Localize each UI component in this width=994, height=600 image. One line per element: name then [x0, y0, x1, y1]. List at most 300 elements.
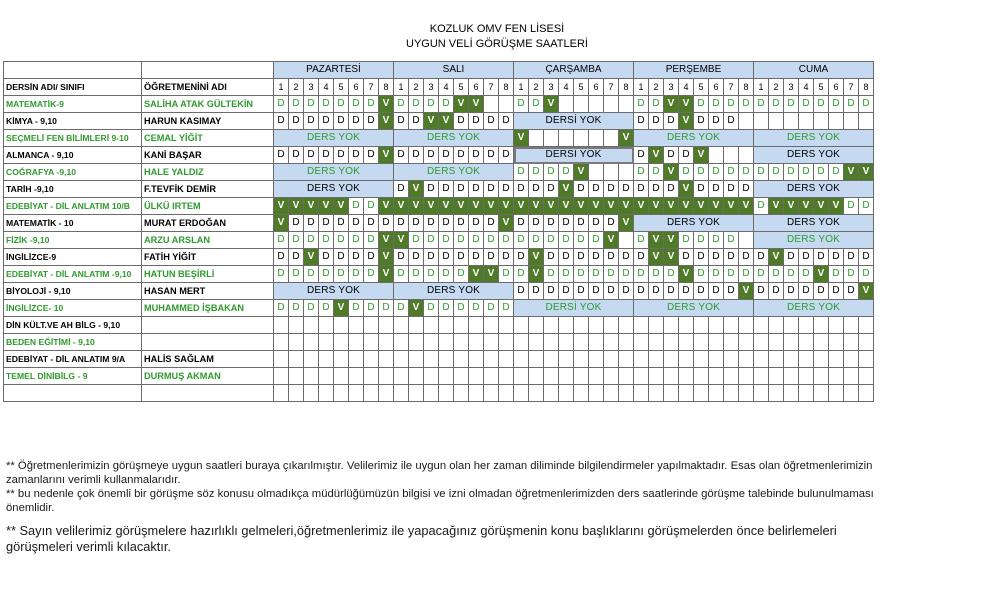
lesson-slot: D — [634, 147, 649, 164]
lesson-slot: D — [574, 249, 589, 266]
subject-cell: FİZİK -9,10 — [4, 232, 142, 249]
empty-slot — [499, 96, 514, 113]
available-slot: V — [274, 198, 289, 215]
lesson-slot: D — [709, 164, 724, 181]
lesson-slot: D — [499, 300, 514, 317]
lesson-slot: D — [844, 96, 859, 113]
lesson-slot: D — [439, 147, 454, 164]
subject-cell: BİYOLOJİ - 9,10 — [4, 283, 142, 300]
empty-slot — [559, 130, 574, 147]
empty-slot — [724, 334, 739, 351]
empty-slot — [484, 368, 499, 385]
empty-slot — [634, 334, 649, 351]
available-slot: V — [514, 198, 529, 215]
lesson-slot: D — [694, 113, 709, 130]
empty-slot — [559, 317, 574, 334]
empty-slot — [484, 351, 499, 368]
empty-slot — [739, 385, 754, 402]
empty-slot — [424, 368, 439, 385]
teacher-cell: ARZU ARSLAN — [142, 232, 274, 249]
empty-slot — [724, 351, 739, 368]
lesson-slot: D — [334, 147, 349, 164]
empty-slot — [529, 351, 544, 368]
table-row — [4, 164, 874, 181]
lesson-slot: D — [499, 266, 514, 283]
empty-slot — [469, 317, 484, 334]
empty-slot — [334, 334, 349, 351]
lesson-slot: D — [304, 215, 319, 232]
empty-slot — [469, 385, 484, 402]
empty-slot — [859, 385, 874, 402]
available-slot: V — [529, 198, 544, 215]
lesson-slot: D — [649, 113, 664, 130]
lesson-slot: D — [289, 266, 304, 283]
day-header: PERŞEMBE — [634, 62, 754, 79]
period-number: 7 — [724, 79, 739, 96]
available-slot: V — [664, 198, 679, 215]
empty-slot — [724, 317, 739, 334]
empty-slot — [319, 351, 334, 368]
period-number: 8 — [379, 79, 394, 96]
empty-slot — [514, 368, 529, 385]
available-slot: V — [649, 147, 664, 164]
lesson-slot: D — [364, 232, 379, 249]
lesson-slot: D — [394, 300, 409, 317]
available-slot: V — [544, 96, 559, 113]
lesson-slot: D — [529, 96, 544, 113]
lesson-slot: D — [814, 283, 829, 300]
table-row — [4, 334, 874, 351]
table-row — [4, 147, 874, 164]
no-class-cell: DERS YOK — [274, 283, 394, 300]
period-number: 1 — [754, 79, 769, 96]
lesson-slot: D — [709, 249, 724, 266]
lesson-slot: D — [634, 283, 649, 300]
empty-slot — [829, 317, 844, 334]
lesson-slot: D — [559, 215, 574, 232]
empty-slot — [289, 368, 304, 385]
empty-slot — [364, 317, 379, 334]
lesson-slot: D — [394, 249, 409, 266]
empty-slot — [739, 147, 754, 164]
lesson-slot: D — [574, 232, 589, 249]
lesson-slot: D — [784, 96, 799, 113]
lesson-slot: D — [754, 96, 769, 113]
lesson-slot: D — [514, 266, 529, 283]
empty-slot — [859, 368, 874, 385]
available-slot: V — [424, 113, 439, 130]
lesson-slot: D — [469, 147, 484, 164]
lesson-slot: D — [739, 164, 754, 181]
lesson-slot: D — [424, 215, 439, 232]
empty-slot — [439, 368, 454, 385]
period-number: 3 — [304, 79, 319, 96]
available-slot: V — [454, 198, 469, 215]
subject-cell: EDEBİYAT - DİL ANLATIM 10/B — [4, 198, 142, 215]
lesson-slot: D — [274, 113, 289, 130]
empty-slot — [349, 334, 364, 351]
available-slot: V — [379, 266, 394, 283]
lesson-slot: D — [649, 96, 664, 113]
empty-slot — [349, 385, 364, 402]
lesson-slot: D — [499, 232, 514, 249]
empty-slot — [394, 368, 409, 385]
lesson-slot: D — [424, 232, 439, 249]
period-number: 4 — [319, 79, 334, 96]
empty-slot — [604, 317, 619, 334]
period-number: 8 — [859, 79, 874, 96]
lesson-slot: D — [319, 113, 334, 130]
period-number: 6 — [709, 79, 724, 96]
empty-slot — [754, 385, 769, 402]
empty-slot — [739, 334, 754, 351]
lesson-slot: D — [454, 249, 469, 266]
lesson-slot: D — [484, 113, 499, 130]
lesson-slot: D — [334, 232, 349, 249]
lesson-slot: D — [634, 113, 649, 130]
lesson-slot: D — [319, 249, 334, 266]
lesson-slot: D — [694, 266, 709, 283]
empty-slot — [859, 351, 874, 368]
empty-slot — [484, 317, 499, 334]
available-slot: V — [799, 198, 814, 215]
empty-slot — [334, 368, 349, 385]
lesson-slot: D — [514, 181, 529, 198]
lesson-slot: D — [844, 198, 859, 215]
no-class-cell: DERS YOK — [754, 232, 874, 249]
empty-slot — [829, 351, 844, 368]
available-slot: V — [379, 198, 394, 215]
empty-slot — [574, 130, 589, 147]
empty-slot — [304, 334, 319, 351]
empty-slot — [829, 385, 844, 402]
available-slot: V — [814, 266, 829, 283]
lesson-slot: D — [364, 249, 379, 266]
lesson-slot: D — [289, 113, 304, 130]
subject-cell: SEÇMELİ FEN BİLİMLERİ 9-10 — [4, 130, 142, 147]
available-slot: V — [469, 96, 484, 113]
empty-slot — [289, 334, 304, 351]
lesson-slot: D — [349, 300, 364, 317]
lesson-slot: D — [559, 266, 574, 283]
lesson-slot: D — [484, 300, 499, 317]
empty-slot — [514, 317, 529, 334]
empty-slot — [724, 368, 739, 385]
empty-slot — [394, 317, 409, 334]
no-class-cell: DERS YOK — [274, 164, 394, 181]
table-row — [4, 130, 874, 147]
available-slot: V — [304, 249, 319, 266]
lesson-slot: D — [544, 181, 559, 198]
school-title: KOZLUK OMV FEN LİSESİ — [429, 23, 565, 35]
lesson-slot: D — [754, 249, 769, 266]
lesson-slot: D — [829, 164, 844, 181]
lesson-slot: D — [589, 283, 604, 300]
empty-slot — [514, 334, 529, 351]
lesson-slot: D — [454, 215, 469, 232]
empty-slot — [274, 385, 289, 402]
no-class-cell: DERS YOK — [394, 130, 514, 147]
note-2: ** bu nedenle çok önemli bir görüşme söz konusu olmadıkça müdürlüğümüzün bilgisi ve izni olmadan öğretmenlerimizden ders saatlerinde görüşme talebinde bulunulmaması önemlidir. — [6, 488, 874, 514]
teacher-cell: HARUN KASIMAY — [142, 113, 274, 130]
empty-slot — [844, 368, 859, 385]
table-row — [4, 385, 874, 402]
empty-slot — [844, 351, 859, 368]
empty-slot — [859, 113, 874, 130]
lesson-slot: D — [499, 147, 514, 164]
empty-slot — [619, 317, 634, 334]
empty-slot — [274, 368, 289, 385]
available-slot: V — [769, 249, 784, 266]
period-number: 4 — [559, 79, 574, 96]
empty-slot — [574, 368, 589, 385]
empty-slot — [334, 317, 349, 334]
available-slot: V — [589, 198, 604, 215]
lesson-slot: D — [499, 181, 514, 198]
empty-slot — [649, 334, 664, 351]
lesson-slot: D — [694, 283, 709, 300]
no-class-cell: DERS YOK — [754, 181, 874, 198]
no-class-cell: DERSİ YOK — [514, 147, 634, 164]
lesson-slot: D — [424, 147, 439, 164]
empty-slot — [574, 96, 589, 113]
period-number: 2 — [289, 79, 304, 96]
lesson-slot: D — [844, 266, 859, 283]
table-row — [4, 266, 874, 283]
table-row — [4, 283, 874, 300]
available-slot: V — [544, 198, 559, 215]
lesson-slot: D — [694, 181, 709, 198]
lesson-slot: D — [334, 215, 349, 232]
empty-slot — [349, 368, 364, 385]
lesson-slot: D — [409, 147, 424, 164]
empty-slot — [844, 334, 859, 351]
empty-slot — [664, 368, 679, 385]
lesson-slot: D — [319, 96, 334, 113]
empty-slot — [664, 385, 679, 402]
lesson-slot: D — [589, 249, 604, 266]
lesson-slot: D — [544, 164, 559, 181]
empty-slot — [574, 385, 589, 402]
lesson-slot: D — [724, 96, 739, 113]
empty-slot — [394, 334, 409, 351]
period-number: 3 — [424, 79, 439, 96]
table-row — [4, 249, 874, 266]
teacher-cell — [142, 385, 274, 402]
subject-cell: EDEBİYAT - DİL ANLATIM 9/A — [4, 351, 142, 368]
lesson-slot: D — [589, 266, 604, 283]
period-number: 6 — [829, 79, 844, 96]
lesson-slot: D — [454, 147, 469, 164]
available-slot: V — [379, 96, 394, 113]
lesson-slot: D — [364, 113, 379, 130]
lesson-slot: D — [619, 266, 634, 283]
empty-slot — [409, 334, 424, 351]
lesson-slot: D — [619, 181, 634, 198]
no-class-cell: DERS YOK — [274, 130, 394, 147]
no-class-cell: DERS YOK — [394, 283, 514, 300]
lesson-slot: D — [484, 181, 499, 198]
lesson-slot: D — [439, 232, 454, 249]
empty-slot — [634, 317, 649, 334]
period-number: 3 — [784, 79, 799, 96]
empty-slot — [304, 368, 319, 385]
lesson-slot: D — [274, 96, 289, 113]
lesson-slot: D — [619, 249, 634, 266]
lesson-slot: D — [574, 283, 589, 300]
available-slot: V — [424, 198, 439, 215]
lesson-slot: D — [739, 96, 754, 113]
lesson-slot: D — [529, 215, 544, 232]
lesson-slot: D — [814, 96, 829, 113]
empty-slot — [709, 385, 724, 402]
empty-slot — [454, 368, 469, 385]
empty-slot — [424, 317, 439, 334]
period-number: 4 — [799, 79, 814, 96]
lesson-slot: D — [544, 266, 559, 283]
available-slot: V — [409, 198, 424, 215]
lesson-slot: D — [349, 266, 364, 283]
lesson-slot: D — [709, 181, 724, 198]
available-slot: V — [334, 198, 349, 215]
period-number: 5 — [334, 79, 349, 96]
empty-slot — [769, 317, 784, 334]
empty-slot — [574, 317, 589, 334]
lesson-slot: D — [409, 249, 424, 266]
subject-cell — [4, 385, 142, 402]
table-row — [4, 215, 874, 232]
empty-slot — [499, 317, 514, 334]
lesson-slot: D — [544, 232, 559, 249]
available-slot: V — [619, 198, 634, 215]
lesson-slot: D — [529, 164, 544, 181]
empty-slot — [529, 317, 544, 334]
lesson-slot: D — [709, 283, 724, 300]
empty-slot — [379, 317, 394, 334]
empty-slot — [844, 317, 859, 334]
available-slot: V — [379, 147, 394, 164]
lesson-slot: D — [664, 181, 679, 198]
teacher-cell: HATUN BEŞİRLİ — [142, 266, 274, 283]
empty-slot — [679, 334, 694, 351]
lesson-slot: D — [469, 113, 484, 130]
lesson-slot: D — [844, 249, 859, 266]
lesson-slot: D — [619, 283, 634, 300]
empty-slot — [679, 317, 694, 334]
available-slot: V — [499, 215, 514, 232]
empty-slot — [274, 317, 289, 334]
available-slot: V — [379, 232, 394, 249]
empty-slot — [289, 351, 304, 368]
empty-slot — [274, 351, 289, 368]
empty-slot — [769, 351, 784, 368]
empty-slot — [604, 96, 619, 113]
lesson-slot: D — [394, 266, 409, 283]
empty-slot — [814, 334, 829, 351]
available-slot: V — [814, 198, 829, 215]
subject-column-header: DERSİN ADI/ SINIFI — [4, 79, 142, 96]
period-number: 8 — [619, 79, 634, 96]
lesson-slot: D — [694, 232, 709, 249]
empty-slot — [709, 334, 724, 351]
empty-slot — [589, 130, 604, 147]
lesson-slot: D — [484, 215, 499, 232]
empty-slot — [544, 334, 559, 351]
lesson-slot: D — [289, 249, 304, 266]
empty-slot — [469, 334, 484, 351]
lesson-slot: D — [439, 249, 454, 266]
empty-slot — [604, 130, 619, 147]
no-class-cell: DERS YOK — [394, 164, 514, 181]
empty-slot — [664, 351, 679, 368]
empty-slot — [679, 351, 694, 368]
lesson-slot: D — [454, 266, 469, 283]
subject-cell: DİN KÜLT.VE AH BİLG - 9,10 — [4, 317, 142, 334]
teacher-cell: MURAT ERDOĞAN — [142, 215, 274, 232]
lesson-slot: D — [304, 300, 319, 317]
lesson-slot: D — [349, 96, 364, 113]
available-slot: V — [604, 232, 619, 249]
table-row — [4, 300, 874, 317]
empty-slot — [649, 385, 664, 402]
lesson-slot: D — [694, 164, 709, 181]
lesson-slot: D — [634, 181, 649, 198]
lesson-slot: D — [289, 96, 304, 113]
lesson-slot: D — [664, 283, 679, 300]
empty-slot — [439, 317, 454, 334]
empty-slot — [829, 334, 844, 351]
note-1: ** Öğretmenlerimizin görüşmeye uygun saatleri buraya çıkarılmıştır. Velilerimiz ile uygun olan her zaman diliminde bilgilendirmeler yapılmaktadır. Esas olan öğretmenlerimizin zamanlarını verimli kullanmalarıdır. — [6, 460, 873, 486]
empty-slot — [634, 385, 649, 402]
empty-slot — [319, 334, 334, 351]
empty-slot — [364, 385, 379, 402]
empty-slot — [544, 130, 559, 147]
empty-slot — [379, 385, 394, 402]
empty-slot — [814, 351, 829, 368]
lesson-slot: D — [454, 181, 469, 198]
empty-slot — [604, 351, 619, 368]
lesson-slot: D — [769, 96, 784, 113]
subject-cell: BEDEN EĞİTİMİ - 9,10 — [4, 334, 142, 351]
empty-slot — [589, 368, 604, 385]
available-slot: V — [319, 198, 334, 215]
lesson-slot: D — [514, 164, 529, 181]
lesson-slot: D — [799, 96, 814, 113]
lesson-slot: D — [319, 232, 334, 249]
empty-slot — [754, 334, 769, 351]
available-slot: V — [739, 283, 754, 300]
empty-slot — [364, 368, 379, 385]
teacher-cell: FATİH YİĞİT — [142, 249, 274, 266]
period-number: 5 — [574, 79, 589, 96]
empty-slot — [559, 385, 574, 402]
table-row — [4, 232, 874, 249]
lesson-slot: D — [364, 96, 379, 113]
lesson-slot: D — [634, 164, 649, 181]
table-row — [4, 96, 874, 113]
lesson-slot: D — [529, 283, 544, 300]
lesson-slot: D — [739, 266, 754, 283]
empty-slot — [784, 334, 799, 351]
lesson-slot: D — [754, 266, 769, 283]
empty-slot — [409, 317, 424, 334]
no-class-cell: DERS YOK — [634, 130, 754, 147]
lesson-slot: D — [724, 181, 739, 198]
lesson-slot: D — [799, 283, 814, 300]
lesson-slot: D — [604, 266, 619, 283]
lesson-slot: D — [544, 249, 559, 266]
lesson-slot: D — [469, 300, 484, 317]
